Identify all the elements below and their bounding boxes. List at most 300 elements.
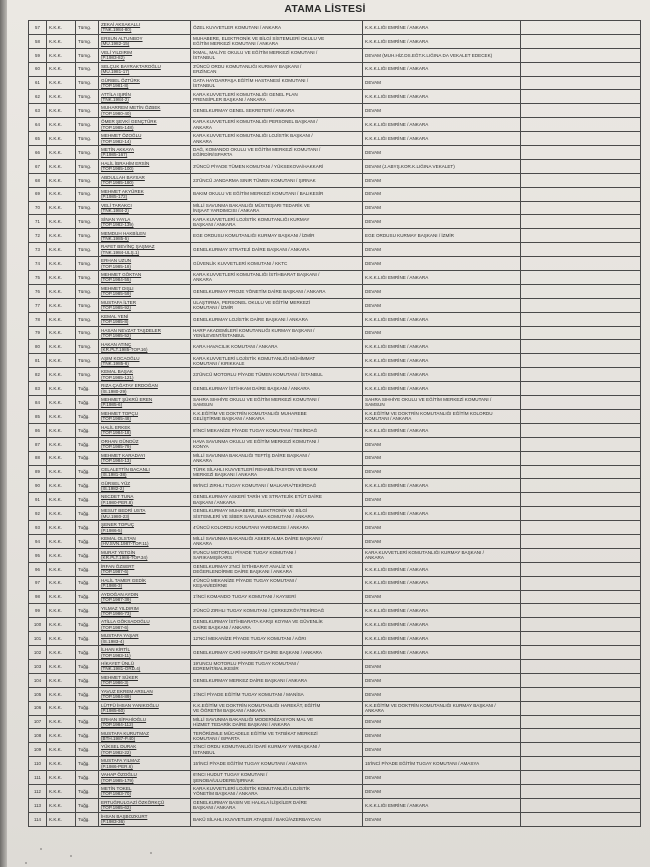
officer-id: (TOP.1985-179) (101, 777, 134, 783)
blank-cell (521, 562, 641, 576)
current-post-line: ULAŞTIRMA, PERSONEL OKULU VE EĞİTİM MERKEZİ (193, 299, 310, 305)
new-post-cell (363, 479, 521, 493)
branch-cell: K.K.K. (47, 743, 76, 757)
current-post-line: GENELKURMAY PROJE YÖNETİM DAİRE BAŞKANI / ANKARA (193, 288, 326, 294)
current-post-line: KARA KUVVETLERİ LOJİSTİK KOMUTANLIĞI MÜHİMMAT (193, 355, 316, 361)
officer-name: HALİL TAMER GEDİK (101, 577, 147, 583)
blank-cell (521, 715, 641, 729)
officer-id: (TNK.1981-ORD.4) (101, 666, 141, 672)
officer-name-cell (99, 437, 191, 451)
officer-name: KEMAL OLSTAN (101, 536, 136, 542)
officer-name-cell (99, 173, 191, 187)
blank-cell (521, 465, 641, 479)
row-number: 97 (29, 576, 47, 590)
officer-id: (TOP.1985-180) (101, 180, 134, 186)
branch-cell: K.K.K. (47, 757, 76, 771)
row-number: 58 (29, 34, 47, 48)
current-post-line: GENELKURMAY MUHABERE, ELEKTRONİK VE BİLGİ (193, 508, 308, 514)
officer-name: VELİ TARAKCI (101, 202, 132, 208)
new-post-cell (363, 368, 521, 382)
new-post-line: SAMSUN (365, 402, 385, 408)
table-row (29, 21, 641, 35)
rank-cell: Tümg. (76, 90, 99, 104)
rank-cell: Tümg. (76, 104, 99, 118)
officer-name-cell (99, 326, 191, 340)
current-post-line: 4'ÜNCÜ KOLORDU KOMUTANI YARDIMCISI / ANKARA (193, 524, 309, 530)
new-post-line: DEVAM (365, 677, 381, 683)
assignment-table (28, 20, 641, 827)
current-post-line: PRENSİPLER BAŞKANI / ANKARA (193, 96, 266, 102)
officer-name: KEMAL BAŞAK (101, 369, 133, 375)
current-post-cell (191, 479, 363, 493)
row-number: 88 (29, 451, 47, 465)
table-row (29, 326, 641, 340)
document-title: ATAMA LİSTESİ (284, 3, 366, 15)
new-post-line: K.K.EĞİTİM VE DOKTRİN KOMUTANLIĞI KURMAY BAŞKANI / (365, 702, 496, 708)
current-post-line: SARIKAMIŞ/KARS (193, 555, 232, 561)
current-post-line: TERÖRİZMLE MÜCADELE EĞİTİM VE TATBİKAT MERKEZİ (193, 730, 318, 736)
branch-cell: K.K.K. (47, 521, 76, 535)
current-post-cell (191, 715, 363, 729)
current-post-cell (191, 493, 363, 507)
blank-cell (521, 173, 641, 187)
officer-id: (TOP.1983-70) (101, 791, 131, 797)
officer-id: (TOP.1982-22) (101, 749, 131, 755)
branch-cell: K.K.K. (47, 632, 76, 646)
current-post-line: 95'İNCİ ZIRHLI TUGAY KOMUTANI / MALKARA/TEKİRDAĞ (193, 483, 317, 489)
officer-id: (KR.PLT.1986-TOP.34) (101, 555, 148, 561)
new-post-cell (363, 62, 521, 76)
new-post-line: DEVAM (365, 441, 381, 447)
officer-name-cell (99, 701, 191, 715)
current-post-line: HARP AKADEMİLERİ KOMUTANLIĞI KURMAY BAŞKANI / (193, 327, 315, 333)
new-post-line: K.K.K.LIĞI EMRİNE / ANKARA (365, 385, 429, 391)
officer-id: (P.1986-PER.6) (101, 763, 133, 769)
officer-name-cell (99, 215, 191, 229)
current-post-cell (191, 187, 363, 201)
officer-id: (TNK.1984-ULŞ.1) (101, 249, 140, 255)
new-post-cell (363, 187, 521, 201)
current-post-line: 4'ÜNCÜ MEKANİZE PİYADE TUGAY KOMUTANI / (193, 577, 297, 583)
new-post-cell (363, 562, 521, 576)
table-row (29, 715, 641, 729)
new-post-cell (363, 576, 521, 590)
new-post-line: K.K.K.LIĞI EMRİNE / ANKARA (365, 66, 429, 72)
officer-name: VAHAP ÖZOĞLU (101, 772, 137, 778)
officer-name-cell (99, 604, 191, 618)
table-row (29, 62, 641, 76)
table-row (29, 34, 641, 48)
new-post-line: K.K.K.LIĞI EMRİNE / ANKARA (365, 316, 429, 322)
rank-cell: Tümg. (76, 326, 99, 340)
branch-cell: K.K.K. (47, 673, 76, 687)
officer-name: HALİL İBRAHİM ERSİN (101, 161, 150, 167)
row-number: 79 (29, 326, 47, 340)
table-row (29, 437, 641, 451)
new-post-line: DEVAM (365, 455, 381, 461)
new-post-cell (363, 326, 521, 340)
current-post-line: GATA HAYDARPAŞA EĞİTİM HASTANESİ KOMUTANI / (193, 77, 309, 83)
new-post-line: KARA KUVVETLERİ KOMUTANLIĞI KURMAY BAŞKANI / (365, 549, 484, 555)
current-post-line: 3'ÜNCÜ ZIRHLI TUGAY KOMUTANI / ÇERKEZKÖY/TEKİRDAĞ (193, 608, 325, 614)
rank-cell: Tümg. (76, 173, 99, 187)
current-post-cell (191, 382, 363, 396)
table-row (29, 604, 641, 618)
current-post-cell (191, 701, 363, 715)
row-number: 94 (29, 534, 47, 548)
blank-cell (521, 48, 641, 62)
blank-cell (521, 576, 641, 590)
new-post-line: K.K.K.LIĞI EMRİNE / ANKARA (365, 802, 429, 808)
rank-cell: Tuğg. (76, 646, 99, 660)
officer-id: (MU.1981-17) (101, 69, 130, 75)
new-post-line: K.K.K.LIĞI EMRİNE / ANKARA (365, 135, 429, 141)
blank-cell (521, 326, 641, 340)
blank-cell (521, 757, 641, 771)
rank-cell: Tuğg. (76, 382, 99, 396)
officer-name: AŞIM KOCAOĞLU (101, 355, 140, 361)
new-post-line: DEVAM (365, 719, 381, 725)
officer-id: (İS.1982-2) (101, 485, 124, 491)
table-row (29, 743, 641, 757)
row-number: 106 (29, 701, 47, 715)
row-number: 104 (29, 673, 47, 687)
page-edge-shadow (0, 0, 7, 867)
current-post-line: 15'İNCİ PİYADE EĞİTİM TUGAY KOMUTANI / AMASYA (193, 761, 308, 766)
table-row (29, 562, 641, 576)
officer-id: (P.1980-PER.8) (101, 499, 133, 505)
officer-name: ERHAN SİPAHİOĞLU (101, 716, 147, 722)
rank-cell: Tuğg. (76, 673, 99, 687)
row-number: 77 (29, 298, 47, 312)
current-post-line: EDREMİT/BALIKESİR (193, 666, 239, 672)
rank-cell: Tümg. (76, 257, 99, 271)
officer-id: (TNK.1984-80) (101, 27, 132, 33)
current-post-cell (191, 784, 363, 798)
rank-cell: Tuğg. (76, 396, 99, 410)
officer-name-cell (99, 48, 191, 62)
table-row (29, 493, 641, 507)
officer-id: (P.1986-3) (101, 583, 123, 589)
officer-name-cell (99, 812, 191, 826)
blank-cell (521, 229, 641, 243)
officer-name-cell (99, 76, 191, 90)
current-post-line: 1'İNCİ PİYADE EĞİTİM TUGAY KOMUTANI / MANİSA (193, 691, 304, 697)
officer-name-cell (99, 798, 191, 812)
officer-name: SELÇUK BAYRAKTAROĞLU (101, 63, 161, 69)
row-number: 90 (29, 479, 47, 493)
new-post-line: K.K.K.LIĞI EMRİNE / ANKARA (365, 622, 429, 628)
current-post-cell (191, 771, 363, 785)
officer-id: (TOP.1987-6) (101, 624, 129, 630)
table-row (29, 257, 641, 271)
new-post-line: DEVAM (365, 497, 381, 503)
officer-name: GÜRBEL ÖZTÜRK (101, 77, 140, 83)
officer-name-cell (99, 229, 191, 243)
branch-cell: K.K.K. (47, 604, 76, 618)
new-post-cell (363, 257, 521, 271)
current-post-cell (191, 423, 363, 437)
new-post-line: DEVAM (365, 774, 381, 780)
officer-name: MURAT YETGİN (101, 549, 136, 555)
new-post-cell (363, 451, 521, 465)
current-post-line: MİLLİ SAVUNMA BAKANLIĞI TEFTİŞ DAİRE BAŞKANI / (193, 452, 310, 458)
row-number: 112 (29, 784, 47, 798)
officer-id: (P.1983-36) (101, 819, 125, 825)
officer-name: MUSTAFA YAŞAR (101, 633, 139, 639)
current-post-line: K.K.EĞİTİM VE DOKTRİN KOMUTANLIĞI HAREKÂT, EĞİTİM (193, 702, 321, 708)
officer-id: (TNK.1984-2) (101, 96, 129, 102)
rank-cell: Tuğg. (76, 812, 99, 826)
blank-cell (521, 548, 641, 562)
new-post-line: K.K.K.LIĞI EMRİNE / ANKARA (365, 24, 429, 30)
current-post-line: ANKARA (193, 124, 212, 130)
officer-name-cell (99, 284, 191, 298)
branch-cell: K.K.K. (47, 576, 76, 590)
row-number: 113 (29, 798, 47, 812)
officer-name: HİKAYET ÜNLÜ (101, 661, 135, 667)
current-post-line: 9'UNCU MOTORLU PİYADE TUGAY KOMUTANI / (193, 549, 296, 555)
current-post-line: KOMUTANI / ISPARTA (193, 735, 240, 741)
paper-speck (70, 855, 72, 857)
blank-cell (521, 646, 641, 660)
table-row (29, 576, 641, 590)
row-number: 110 (29, 757, 47, 771)
branch-cell: K.K.K. (47, 507, 76, 521)
branch-cell: K.K.K. (47, 618, 76, 632)
branch-cell: K.K.K. (47, 132, 76, 146)
new-post-cell (363, 132, 521, 146)
current-post-cell (191, 62, 363, 76)
current-post-line: ERZİNCAN (193, 69, 217, 75)
officer-name: ABDULLAH BAYSAR (101, 174, 145, 180)
row-number: 103 (29, 659, 47, 673)
officer-name: MEHMET KARADAYI (101, 452, 145, 458)
table-row (29, 534, 641, 548)
new-post-line: DEVAM (365, 663, 381, 669)
officer-id: (TOP.1986-73) (101, 610, 131, 616)
new-post-cell (363, 437, 521, 451)
current-post-line: MUHABERE, ELEKTRONİK VE BİLGİ SİSTEMLERİ OKULU VE (193, 36, 325, 42)
rank-cell: Tuğg. (76, 437, 99, 451)
current-post-line: GENELKURMAY GENEL SEKRETERİ / ANKARA (193, 108, 295, 114)
table-row (29, 771, 641, 785)
officer-name: HALİL ERKEK (101, 424, 131, 430)
current-post-line: 3'ÜNCÜ ORDU KOMUTANLIĞI KURMAY BAŞKANI / (193, 63, 302, 69)
officer-name-cell (99, 479, 191, 493)
new-post-cell (363, 34, 521, 48)
current-post-line: BAKÜ SİLAHLI KUVVETLER ATAŞESİ / BAKÜ/AZERBAYCAN (193, 816, 321, 822)
officer-name-cell (99, 673, 191, 687)
table-row (29, 632, 641, 646)
row-number: 87 (29, 437, 47, 451)
blank-cell (521, 104, 641, 118)
table-row (29, 757, 641, 771)
blank-cell (521, 701, 641, 715)
new-post-line: DEVAM (365, 219, 381, 225)
officer-name-cell (99, 743, 191, 757)
current-post-cell (191, 104, 363, 118)
current-post-cell (191, 312, 363, 326)
row-number: 61 (29, 76, 47, 90)
blank-cell (521, 132, 641, 146)
blank-cell (521, 521, 641, 535)
assignment-table-body (29, 21, 641, 827)
new-post-line: K.K.K.LIĞI EMRİNE / ANKARA (365, 649, 429, 655)
new-post-line: K.K.K.LIĞI EMRİNE / ANKARA (365, 274, 429, 280)
blank-cell (521, 437, 641, 451)
blank-cell (521, 590, 641, 604)
officer-id: (TOP.1983-11) (101, 652, 131, 658)
row-number: 99 (29, 604, 47, 618)
rank-cell: Tuğg. (76, 451, 99, 465)
current-post-line: HAVA SAVUNMA OKULU VE EĞİTİM MERKEZİ KOMUTANI / (193, 438, 320, 444)
branch-cell: K.K.K. (47, 173, 76, 187)
officer-id: (P.1983-82) (101, 55, 125, 61)
rank-cell: Tümg. (76, 62, 99, 76)
paper-speck (25, 862, 27, 864)
current-post-cell (191, 76, 363, 90)
table-row (29, 646, 641, 660)
new-post-cell (363, 423, 521, 437)
officer-name-cell (99, 521, 191, 535)
branch-cell: K.K.K. (47, 201, 76, 215)
current-post-line: KONYA (193, 444, 209, 450)
officer-name-cell (99, 451, 191, 465)
branch-cell: K.K.K. (47, 659, 76, 673)
officer-name-cell (99, 118, 191, 132)
new-post-cell (363, 382, 521, 396)
rank-cell: Tuğg. (76, 757, 99, 771)
current-post-line: 1'İNCİ KOMANDO TUGAY KOMUTANI / KAYSERİ (193, 594, 296, 600)
current-post-line: BAŞKANI / ANKARA (193, 499, 236, 505)
row-number: 73 (29, 243, 47, 257)
officer-name: ERHAN UZUN (101, 258, 132, 264)
row-number: 86 (29, 423, 47, 437)
officer-name: VELİ YILDIRIM (101, 49, 133, 55)
officer-name-cell (99, 21, 191, 35)
new-post-line: K.K.K.LIĞI EMRİNE / ANKARA (365, 344, 429, 350)
blank-cell (521, 798, 641, 812)
blank-cell (521, 354, 641, 368)
current-post-line: İKMAL, MALİYE OKULU VE EĞİTİM MERKEZİ KOMUTANI / (193, 49, 318, 55)
new-post-cell (363, 687, 521, 701)
new-post-line: K.K.K.LIĞI EMRİNE / ANKARA (365, 94, 429, 100)
table-row (29, 146, 641, 160)
table-row (29, 90, 641, 104)
new-post-cell (363, 465, 521, 479)
officer-id: (TOP.1987-6) (101, 569, 129, 575)
rank-cell: Tuğg. (76, 534, 99, 548)
officer-name-cell (99, 548, 191, 562)
officer-name: GÜRSEL YÜZ (101, 480, 131, 486)
rank-cell: Tümg. (76, 340, 99, 354)
officer-name: RAFET BEVİNÇ ŞAŞMAZ (101, 244, 155, 250)
branch-cell: K.K.K. (47, 326, 76, 340)
current-post-line: EĞİTİM MERKEZİ KOMUTANI / ANKARA (193, 41, 279, 47)
rank-cell: Tuğg. (76, 729, 99, 743)
officer-id: (İS.1983-4) (101, 638, 124, 644)
officer-name: LÜTFÜ İHSAN YANIKOĞLU (101, 702, 159, 708)
officer-id: (TNK.1984-2) (101, 208, 129, 214)
row-number: 74 (29, 257, 47, 271)
officer-id: (TOP.1985-59) (101, 291, 131, 297)
new-post-line: DEVAM (365, 733, 381, 739)
table-row (29, 423, 641, 437)
new-post-line: DEVAM (365, 538, 381, 544)
new-post-line: K.K.K.LIĞI EMRİNE / ANKARA (365, 372, 429, 378)
new-post-line: KOMUTANI / ANKARA (365, 416, 412, 422)
officer-id: (TOP.1984-112) (101, 721, 134, 727)
officer-name: MEHMET ÖZOĞLU (101, 133, 142, 139)
row-number: 108 (29, 729, 47, 743)
officer-id: (İS.1981-38) (101, 471, 127, 477)
row-number: 69 (29, 187, 47, 201)
blank-cell (521, 493, 641, 507)
blank-cell (521, 743, 641, 757)
table-row (29, 659, 641, 673)
rank-cell: Tuğg. (76, 409, 99, 423)
table-row (29, 48, 641, 62)
new-post-line: K.K.K.LIĞI EMRİNE / ANKARA (365, 510, 429, 516)
current-post-line: YÖNETİM BAŞKANI / ANKARA (193, 791, 258, 797)
branch-cell: K.K.K. (47, 784, 76, 798)
officer-name: AYDOĞAN AYDIN (101, 591, 139, 597)
current-post-line: DAİRE BAŞKANI / ANKARA (193, 624, 251, 630)
row-number: 62 (29, 90, 47, 104)
new-post-cell (363, 201, 521, 215)
rank-cell: Tuğg. (76, 798, 99, 812)
new-post-cell (363, 298, 521, 312)
officer-name-cell (99, 534, 191, 548)
officer-name-cell (99, 590, 191, 604)
new-post-cell (363, 48, 521, 62)
current-post-line: DAĞ, KOMANDO OKULU VE EĞİTİM MERKEZİ KOMUTANI / (193, 147, 321, 153)
officer-name: MEHMET GÖKTAN (101, 272, 142, 278)
branch-cell: K.K.K. (47, 548, 76, 562)
current-post-line: MİLLİ SAVUNMA BAKANLIĞI MÜSTEŞARI TEDARİK VE (193, 202, 311, 208)
current-post-cell (191, 534, 363, 548)
row-number: 63 (29, 104, 47, 118)
row-number: 111 (29, 771, 47, 785)
row-number: 71 (29, 215, 47, 229)
officer-name: ATİLLA GÖKSADOĞLU (101, 619, 150, 625)
row-number: 72 (29, 229, 47, 243)
officer-id: (BTH.1987-P.40) (101, 735, 136, 741)
blank-cell (521, 534, 641, 548)
current-post-cell (191, 326, 363, 340)
table-row (29, 159, 641, 173)
new-post-cell (363, 76, 521, 90)
new-post-cell (363, 396, 521, 410)
blank-cell (521, 687, 641, 701)
new-post-line: K.K.K.LIĞI EMRİNE / ANKARA (365, 566, 429, 572)
current-post-cell (191, 271, 363, 285)
row-number: 102 (29, 646, 47, 660)
officer-id: (P.1986-5) (101, 527, 123, 533)
officer-name: İLHAN KİRTİL (101, 647, 131, 653)
table-row (29, 368, 641, 382)
officer-name-cell (99, 354, 191, 368)
row-number: 107 (29, 715, 47, 729)
new-post-cell (363, 146, 521, 160)
officer-id: (TOP.1984-18) (101, 430, 131, 436)
rank-cell: Tümg. (76, 48, 99, 62)
table-row (29, 354, 641, 368)
branch-cell: K.K.K. (47, 104, 76, 118)
row-number: 78 (29, 312, 47, 326)
new-post-line: DEVAM (J.ABYŞ.KOR.K.LIĞINA VEKALET) (365, 163, 455, 169)
